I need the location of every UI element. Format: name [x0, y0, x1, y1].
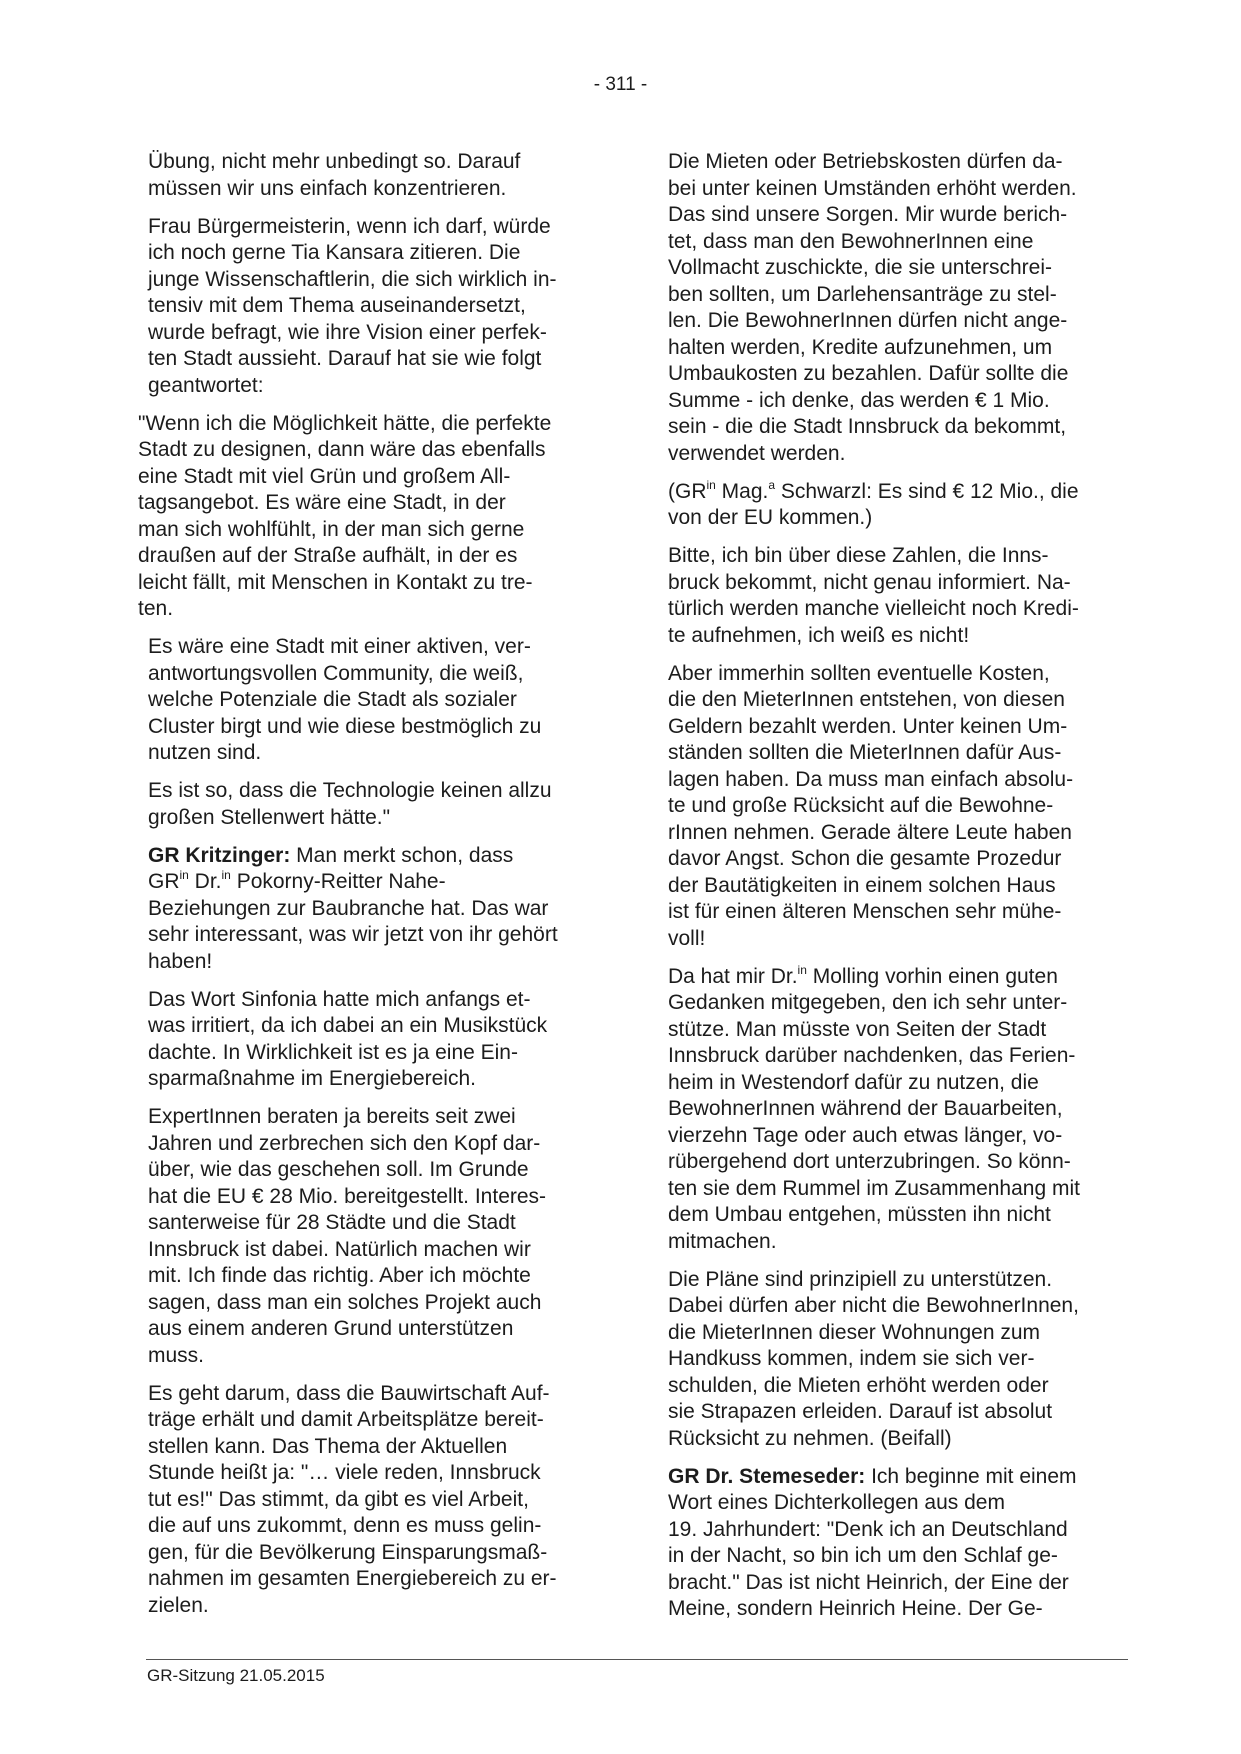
text-run: Schwarzl: Es sind € 12 Mio., die von der EU kommen.)	[668, 479, 1079, 529]
page-number: - 311 -	[593, 74, 648, 95]
speech-paragraph	[148, 843, 608, 976]
paragraph	[668, 964, 1128, 1256]
interjection-paragraph	[668, 479, 1128, 532]
text-run: Pokorny-Reitter Nahe- Beziehungen zur Baubranche hat. Das war sehr interessant, was wir jetzt von ihr gehört haben!	[148, 870, 558, 973]
left-column	[138, 149, 608, 1631]
paragraph: Die Pläne sind prinzipiell zu unterstützen. Dabei dürfen aber nicht die BewohnerInnen, die MieterInnen dieser Wohnungen zum Handkuss kommen, indem sie sich ver- schulden, die Mieten erhöht werden oder sie Strapazen erleiden. Darauf ist absolut Rücksicht zu nehmen. (Beifall)	[668, 1267, 1079, 1450]
superscript: in	[797, 962, 807, 977]
text-run: (GR	[668, 479, 707, 503]
speech-paragraph	[668, 1464, 1128, 1623]
text-run: Molling vorhin einen guten Gedanken mitgegeben, den ich sehr unter- stütze. Man müsste von Seiten der Stadt Innsbruck darüber nachdenken, das Ferien- heim in Westendorf dafür zu nutzen, die BewohnerInnen während der Bauarbeiten, vierzehn Tage oder auch etwas länger, vo- rübergehend dort unterzubringen. So könn- ten sie dem Rummel im Zusammenhang mit dem Umbau entgehen, müssten ihn nicht mitmachen.	[668, 964, 1080, 1253]
text-run: Dr.	[188, 870, 222, 893]
superscript: a	[768, 477, 776, 492]
paragraph: Aber immerhin sollten eventuelle Kosten, die den MieterInnen entstehen, von diesen Geldern bezahlt werden. Unter keinen Um- ständen sollten die MieterInnen dafür Aus- lagen haben. Da muss man einfach absolu- te und große Rücksicht auf die Bewohne- rInnen nehmen. Gerade ältere Leute haben davor Angst. Schon die gesamte Prozedur der Bautätigkeiten in einem solchen Haus ist für einen älteren Menschen sehr mühe- voll!	[668, 661, 1074, 950]
footer-session-date: GR-Sitzung 21.05.2015	[147, 1666, 325, 1685]
paragraph: Frau Bürgermeisterin, wenn ich darf, würde ich noch gerne Tia Kansara zitieren. Die junge Wissenschaftlerin, die sich wirklich in- tensiv mit dem Thema auseinandersetzt, wurde befragt, wie ihre Vision einer perfek- ten Stadt aussieht. Darauf hat sie wie folgt geantwortet:	[148, 214, 557, 397]
text-run: Da hat mir Dr.	[668, 964, 798, 988]
paragraph: Die Mieten oder Betriebskosten dürfen da- bei unter keinen Umständen erhöht werden. Das sind unsere Sorgen. Mir wurde berich- tet, dass man den BewohnerInnen eine Vollmacht zuschickte, die sie unterschrei- ben sollten, um Darlehensanträge zu stel- len. Die BewohnerInnen dürfen nicht ange- halten werden, Kredite aufzunehmen, um Umbaukosten zu bezahlen. Dafür sollte die Summe - ich denke, das werden € 1 Mio. sein - die die Stadt Innsbruck da bekommt, verwendet werden.	[668, 150, 1077, 465]
paragraph: Es geht darum, dass die Bauwirtschaft Auf- träge erhält und damit Arbeitsplätze bereit- stellen kann. Das Thema der Aktuellen Stunde heißt ja: "… viele reden, Innsbruck tut es!" Das stimmt, da gibt es viel Arbeit, die auf uns zukommt, denn es muss gelin- gen, für die Bevölkerung Einsparungsmaß- nahmen im gesamten Energiebereich zu er- zielen.	[148, 1381, 557, 1617]
paragraph: Bitte, ich bin über diese Zahlen, die Inns- bruck bekommt, nicht genau informiert. Na- türlich werden manche vielleicht noch Kredi- te aufnehmen, ich weiß es nicht!	[668, 544, 1079, 647]
superscript: in	[221, 868, 231, 882]
quote-paragraph: "Wenn ich die Möglichkeit hätte, die perfekte Stadt zu designen, dann wäre das ebenfalls eine Stadt mit viel Grün und großem All- tagsangebot. Es wäre eine Stadt, in der man sich wohlfühlt, in der man sich gerne draußen auf der Straße aufhält, in der es leicht fällt, mit Menschen in Kontakt zu tre- ten.	[138, 411, 552, 620]
superscript: in	[706, 477, 716, 492]
paragraph: ExpertInnen beraten ja bereits seit zwei Jahren und zerbrechen sich den Kopf dar- über, wie das geschehen soll. Im Grunde hat die EU € 28 Mio. bereitgestellt. Interes- santerweise für 28 Städte und die Stadt Innsbruck ist dabei. Natürlich machen wir mit. Ich finde das richtig. Aber ich möchte sagen, dass man ein solches Projekt auch aus einem anderen Grund unterstützen muss.	[148, 1105, 547, 1367]
footer-divider	[146, 1659, 1128, 1660]
quote-paragraph: Es ist so, dass die Technologie keinen allzu großen Stellenwert hätte."	[148, 779, 552, 829]
text-run: Man merkt schon, dass GR	[148, 843, 514, 893]
paragraph: Das Wort Sinfonia hatte mich anfangs et- was irritiert, da ich dabei an ein Musikstück dachte. In Wirklichkeit ist es ja eine Ein- sparmaßnahme im Energiebereich.	[148, 987, 548, 1090]
text-run: Mag.	[715, 479, 769, 503]
speaker-name: GR Kritzinger:	[148, 843, 291, 867]
speaker-name: GR Dr. Stemeseder:	[668, 1464, 866, 1488]
text-run: Ich beginne mit einem Wort eines Dichterkollegen aus dem 19. Jahrhundert: "Denk ich an Deutschland in der Nacht, so bin ich um den Schlaf ge- bracht." Das ist nicht Heinrich, der Eine der Meine, sondern Heinrich Heine. Der Ge-	[668, 1464, 1077, 1620]
paragraph: Übung, nicht mehr unbedingt so. Darauf müssen wir uns einfach konzentrieren.	[148, 150, 521, 200]
quote-paragraph: Es wäre eine Stadt mit einer aktiven, ver- antwortungsvollen Community, die weiß, welche Potenziale die Stadt als sozialer Cluster birgt und wie diese bestmöglich zu nutzen sind.	[148, 635, 542, 764]
superscript: in	[179, 868, 189, 882]
right-column	[668, 149, 1128, 1634]
